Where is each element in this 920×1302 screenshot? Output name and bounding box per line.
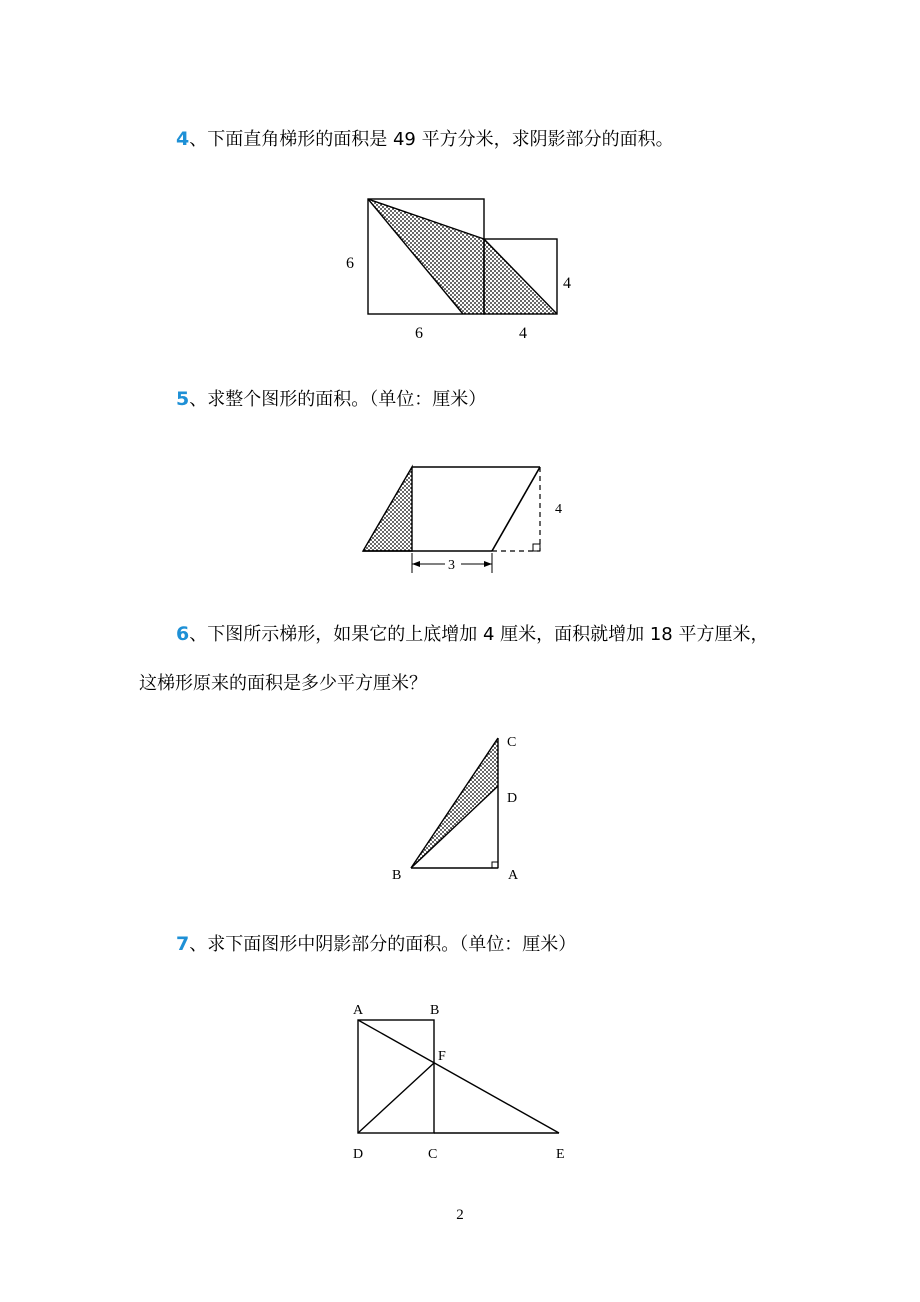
label-a: A [353, 1003, 364, 1018]
label-left-height: 6 [346, 255, 354, 272]
label-c: C [428, 1147, 438, 1162]
question-7-number: 7 [176, 933, 190, 955]
question-7 [176, 932, 576, 957]
question-5 [176, 387, 486, 412]
label-d: D [353, 1147, 364, 1162]
question-5-text: 、求整个图形的面积。（单位：厘米） [189, 389, 487, 410]
question-7-text: 、求下面图形中阴影部分的面积。（单位：厘米） [189, 934, 577, 955]
label-bottom-left: 6 [415, 325, 423, 342]
label-base: 3 [448, 558, 455, 573]
label-e: E [556, 1147, 565, 1162]
figure-q7 [340, 995, 580, 1170]
figure-q5 [350, 455, 580, 580]
question-6-line-1 [176, 622, 768, 647]
page-number: 2 [456, 1207, 464, 1223]
right-angle-mark [533, 544, 540, 551]
question-6-number: 6 [176, 623, 190, 645]
label-height: 4 [555, 502, 562, 517]
shaded-region-left [368, 199, 484, 314]
label-bottom-right: 4 [519, 325, 527, 342]
figure-q6 [380, 725, 530, 890]
question-5-number: 5 [176, 388, 190, 410]
label-b: B [392, 868, 402, 883]
label-right-height: 4 [563, 275, 571, 292]
question-6-text-2: 这梯形原来的面积是多少平方厘米？ [139, 673, 427, 694]
question-4 [176, 127, 674, 152]
label-b: B [430, 1003, 440, 1018]
question-4-number: 4 [176, 128, 190, 150]
label-a: A [508, 868, 519, 883]
shaded-triangle [363, 467, 412, 551]
question-6-line-2 [139, 672, 427, 696]
figure-q4 [330, 190, 590, 350]
label-d: D [507, 791, 518, 806]
question-4-text: 、下面直角梯形的面积是 49 平方分米，求阴影部分的面积。 [189, 129, 674, 150]
label-c: C [507, 735, 517, 750]
question-6-text-1: 、下图所示梯形，如果它的上底增加 4 厘米，面积就增加 18 平方厘米， [189, 624, 769, 645]
label-f: F [438, 1049, 446, 1064]
